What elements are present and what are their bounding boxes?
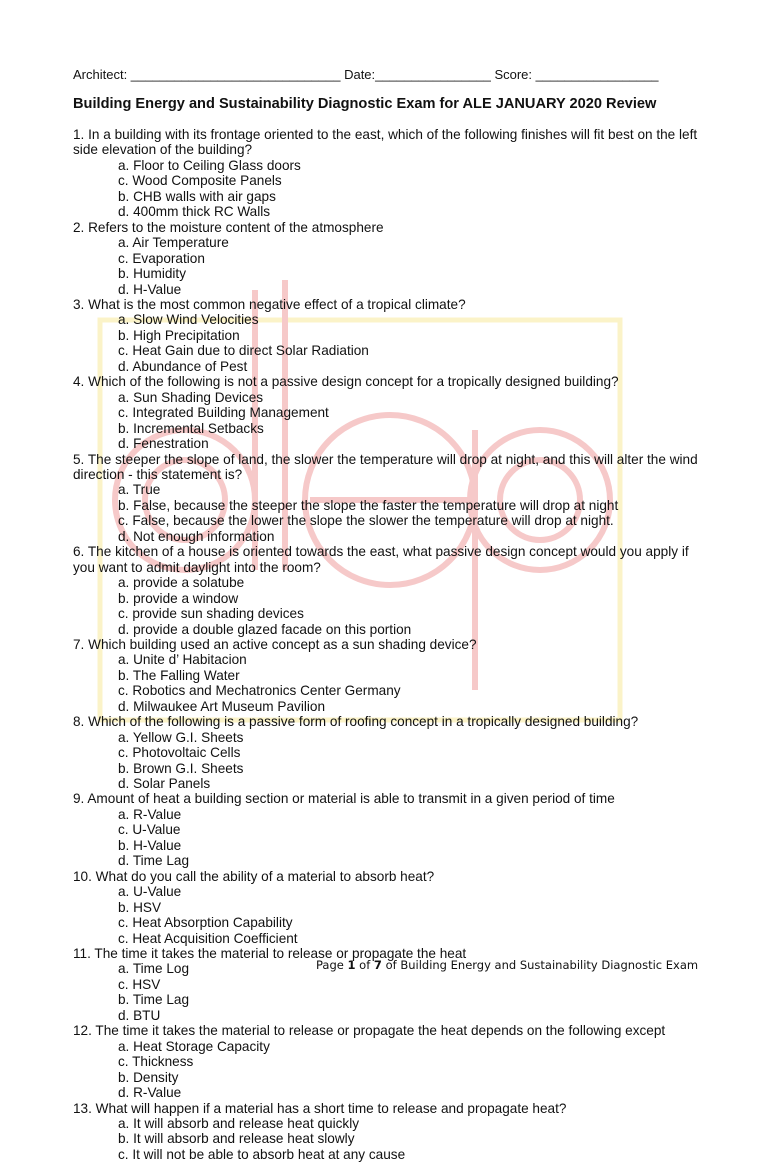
answer-option: a. Time Log bbox=[118, 961, 190, 977]
answer-option: b. High Precipitation bbox=[118, 327, 240, 343]
answer-option: b. Brown G.I. Sheets bbox=[118, 760, 244, 776]
answer-option: c. Integrated Building Management bbox=[118, 405, 329, 421]
question-text: 9. Amount of heat a building section or material is able to transmit in a given period of time bbox=[73, 791, 615, 807]
question-text: 1. In a building with its frontage oriented to the east, which of the following finishes will fit best on the left side elevation of the building? bbox=[73, 127, 698, 158]
question-item bbox=[73, 637, 713, 714]
answer-option: b. CHB walls with air gaps bbox=[118, 188, 276, 204]
question-text: 4. Which of the following is not a passive design concept for a tropically designed building? bbox=[73, 374, 619, 390]
question-text: 7. Which building used an active concept as a sun shading device? bbox=[73, 636, 477, 652]
answer-options bbox=[73, 884, 713, 946]
answer-option: b. Time Lag bbox=[118, 992, 190, 1008]
answer-option: a. Floor to Ceiling Glass doors bbox=[118, 157, 301, 173]
answer-option: b. HSV bbox=[118, 899, 162, 915]
answer-options bbox=[73, 1039, 713, 1101]
answer-options bbox=[73, 158, 713, 220]
answer-option: a. Air Temperature bbox=[118, 235, 229, 251]
answer-option: c. Heat Absorption Capability bbox=[118, 915, 293, 931]
answer-option: d. BTU bbox=[118, 1007, 161, 1023]
question-list bbox=[73, 127, 713, 1162]
answer-option: d. Fenestration bbox=[118, 436, 209, 452]
answer-option: d. Abundance of Pest bbox=[118, 358, 248, 374]
answer-option: b. It will absorb and release heat slowly bbox=[118, 1131, 355, 1147]
answer-option: b. False, because the steeper the slope the faster the temperature will drop at night bbox=[118, 497, 619, 513]
answer-option: a. Slow Wind Velocities bbox=[118, 312, 259, 328]
answer-option: b. Incremental Setbacks bbox=[118, 420, 264, 436]
answer-option: c. Wood Composite Panels bbox=[118, 173, 282, 189]
answer-option: c. It will not be able to absorb heat at any cause bbox=[118, 1146, 406, 1162]
answer-options bbox=[73, 235, 713, 297]
question-item bbox=[73, 1101, 713, 1162]
answer-option: c. Evaporation bbox=[118, 250, 205, 266]
answer-option: c. Heat Acquisition Coefficient bbox=[118, 930, 298, 946]
question-text: 11. The time it takes the material to release or propagate the heat bbox=[73, 946, 467, 962]
question-item bbox=[73, 127, 713, 220]
answer-option: a. provide a solatube bbox=[118, 575, 245, 591]
question-text: 13. What will happen if a material has a short time to release and propagate heat? bbox=[73, 1100, 567, 1116]
answer-option: a. Unite d’ Habitacion bbox=[118, 652, 247, 668]
answer-option: d. Not enough information bbox=[118, 528, 275, 544]
answer-option: c. U-Value bbox=[118, 822, 181, 838]
answer-option: d. Solar Panels bbox=[118, 776, 211, 792]
header-fields-line: Architect: _____________________________ Date:________________ Score: _________________ bbox=[73, 67, 659, 82]
answer-options bbox=[73, 390, 713, 452]
question-item bbox=[73, 714, 713, 791]
answer-options bbox=[73, 730, 713, 792]
answer-option: a. Yellow G.I. Sheets bbox=[118, 729, 244, 745]
footer-page-total: 7 bbox=[373, 958, 382, 972]
question-item bbox=[73, 220, 713, 297]
answer-options bbox=[73, 1116, 713, 1162]
answer-option: b. provide a window bbox=[118, 590, 239, 606]
answer-option: c. HSV bbox=[118, 976, 161, 992]
answer-option: a. Heat Storage Capacity bbox=[118, 1038, 270, 1054]
answer-option: d. Time Lag bbox=[118, 853, 190, 869]
answer-option: c. False, because the lower the slope the slower the temperature will drop at night. bbox=[118, 513, 614, 529]
page-title: Building Energy and Sustainability Diagnostic Exam for ALE JANUARY 2020 Review bbox=[73, 96, 657, 112]
answer-option: b. The Falling Water bbox=[118, 667, 240, 683]
question-text: 12. The time it takes the material to release or propagate the heat depends on the following except bbox=[73, 1023, 666, 1039]
question-text: 5. The steeper the slope of land, the slower the temperature will drop at night, and this will alter the wind direction - this statement is? bbox=[73, 451, 698, 482]
answer-option: c. Heat Gain due to direct Solar Radiation bbox=[118, 343, 369, 359]
footer-of: of bbox=[355, 958, 374, 972]
question-item bbox=[73, 791, 713, 868]
footer-page-number: 1 bbox=[347, 958, 356, 972]
answer-option: c. Thickness bbox=[118, 1054, 194, 1070]
answer-option: a. It will absorb and release heat quickly bbox=[118, 1116, 360, 1131]
answer-option: d. R-Value bbox=[118, 1085, 182, 1101]
answer-options bbox=[73, 807, 713, 869]
answer-options bbox=[73, 482, 713, 544]
question-item bbox=[73, 869, 713, 946]
answer-option: a. U-Value bbox=[118, 884, 182, 900]
answer-option: d. 400mm thick RC Walls bbox=[118, 204, 271, 220]
answer-option: b. Density bbox=[118, 1069, 179, 1085]
footer-suffix: of Building Energy and Sustainability Diagnostic Exam bbox=[381, 958, 699, 972]
question-text: 8. Which of the following is a passive form of roofing concept in a tropically designed building? bbox=[73, 714, 639, 730]
answer-option: a. True bbox=[118, 482, 161, 498]
answer-option: a. R-Value bbox=[118, 806, 182, 822]
answer-options bbox=[73, 575, 713, 637]
answer-options bbox=[73, 652, 713, 714]
question-item bbox=[73, 374, 713, 451]
answer-option: c. provide sun shading devices bbox=[118, 606, 304, 622]
answer-option: d. H-Value bbox=[118, 281, 182, 297]
answer-option: c. Robotics and Mechatronics Center Germany bbox=[118, 683, 401, 699]
question-item bbox=[73, 297, 713, 374]
question-item bbox=[73, 544, 713, 637]
answer-option: d. Milwaukee Art Museum Pavilion bbox=[118, 698, 326, 714]
footer-prefix: Page bbox=[316, 958, 348, 972]
question-text: 6. The kitchen of a house is oriented towards the east, what passive design concept would you apply if you want to admit daylight into the room? bbox=[73, 544, 689, 575]
question-item bbox=[73, 452, 713, 545]
question-item bbox=[73, 1023, 713, 1100]
answer-options bbox=[73, 312, 713, 374]
answer-option: a. Sun Shading Devices bbox=[118, 389, 264, 405]
question-text: 3. What is the most common negative effect of a tropical climate? bbox=[73, 296, 466, 312]
answer-option: d. provide a double glazed facade on this portion bbox=[118, 621, 412, 637]
answer-option: c. Photovoltaic Cells bbox=[118, 745, 241, 761]
answer-option: b. Humidity bbox=[118, 266, 186, 282]
question-text: 2. Refers to the moisture content of the atmosphere bbox=[73, 219, 384, 235]
page-footer bbox=[316, 958, 716, 972]
answer-option: b. H-Value bbox=[118, 837, 182, 853]
question-text: 10. What do you call the ability of a material to absorb heat? bbox=[73, 868, 435, 884]
